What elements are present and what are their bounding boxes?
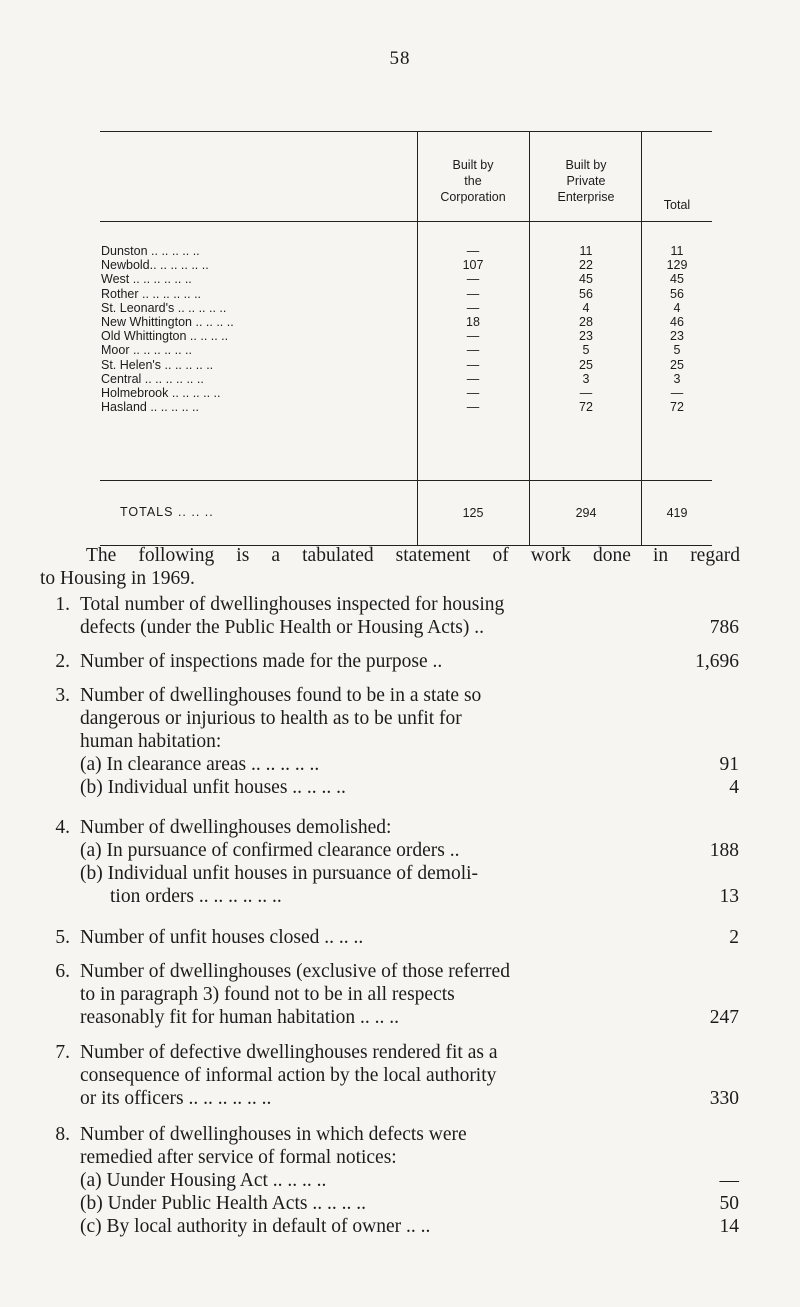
private-cell: 72 bbox=[579, 400, 593, 415]
item-value: 247 bbox=[709, 1007, 739, 1028]
district-cell: St. Leonard's .. .. .. .. .. bbox=[101, 300, 227, 315]
item-text bbox=[80, 816, 640, 908]
total-cell: — bbox=[670, 385, 684, 400]
private-cell: 56 bbox=[579, 286, 593, 301]
table-row bbox=[100, 400, 712, 414]
item-number: 5. bbox=[55, 927, 70, 948]
totals-row bbox=[100, 481, 712, 545]
item-line: dangerous or injurious to health as to be unfit for bbox=[80, 708, 462, 729]
item-value: 13 bbox=[719, 886, 739, 907]
item-line: human habitation: bbox=[80, 731, 222, 752]
private-cell: — bbox=[579, 385, 593, 400]
intro-line: to Housing in 1969. bbox=[40, 568, 195, 589]
item-7 bbox=[40, 1041, 739, 1113]
corporation-cell: — bbox=[466, 400, 480, 415]
item-value: 91 bbox=[719, 754, 739, 775]
totals-label: TOTALS .. .. .. bbox=[120, 505, 214, 519]
item-6 bbox=[40, 960, 739, 1032]
total-cell: 5 bbox=[673, 343, 681, 358]
item-text bbox=[80, 650, 640, 673]
item-number: 6. bbox=[55, 961, 70, 982]
total-cell: 4 bbox=[673, 300, 681, 315]
private-cell: 4 bbox=[582, 300, 590, 315]
header-text: Private bbox=[566, 174, 606, 188]
table-header bbox=[100, 132, 712, 222]
item-text bbox=[80, 1123, 640, 1238]
table-body bbox=[100, 222, 712, 481]
item-number: 4. bbox=[55, 817, 70, 838]
intro-paragraph bbox=[40, 544, 740, 590]
header-text: Built by bbox=[452, 158, 494, 172]
item-line: reasonably fit for human habitation .. .. .. bbox=[80, 1007, 399, 1028]
district-cell: West .. .. .. .. .. .. bbox=[101, 272, 192, 287]
sub-item: tion orders .. .. .. .. .. .. bbox=[110, 886, 282, 907]
item-text bbox=[80, 593, 640, 639]
total-cell: 23 bbox=[670, 329, 684, 344]
table-row bbox=[100, 301, 712, 315]
item-value: 1,696 bbox=[695, 651, 739, 672]
item-3 bbox=[40, 684, 739, 804]
item-8 bbox=[40, 1123, 739, 1243]
sub-item: (a) Uunder Housing Act .. .. .. .. bbox=[80, 1170, 327, 1191]
item-number: 1. bbox=[55, 594, 70, 615]
item-line: remedied after service of formal notices: bbox=[80, 1147, 397, 1168]
item-text bbox=[80, 960, 640, 1029]
table-row bbox=[100, 244, 712, 258]
corporation-cell: 107 bbox=[462, 258, 484, 273]
total-cell: 72 bbox=[670, 400, 684, 415]
intro-line: The following is a tabulated statement of work done in regard bbox=[86, 545, 740, 566]
private-cell: 25 bbox=[579, 357, 593, 372]
corporation-cell: — bbox=[466, 343, 480, 358]
item-text bbox=[80, 684, 640, 799]
district-cell: Hasland .. .. .. .. .. bbox=[101, 400, 199, 415]
item-number: 8. bbox=[55, 1124, 70, 1145]
item-line: Number of inspections made for the purpose .. bbox=[80, 651, 443, 672]
corporation-cell: — bbox=[466, 272, 480, 287]
item-1 bbox=[40, 593, 739, 643]
item-line: to in paragraph 3) found not to be in all respects bbox=[80, 984, 455, 1005]
table-row bbox=[100, 358, 712, 372]
corporation-cell: — bbox=[466, 357, 480, 372]
sub-item: (b) Under Public Health Acts .. .. .. .. bbox=[80, 1193, 366, 1214]
item-value: 4 bbox=[729, 777, 739, 798]
private-cell: 22 bbox=[579, 258, 593, 273]
totals-corporation: 125 bbox=[462, 506, 484, 520]
item-line: Number of dwellinghouses found to be in a state so bbox=[80, 685, 482, 706]
item-text bbox=[80, 926, 640, 949]
corporation-cell: — bbox=[466, 244, 480, 258]
total-cell: 46 bbox=[670, 314, 684, 329]
item-line: Number of dwellinghouses demolished: bbox=[80, 817, 392, 838]
total-cell: 11 bbox=[670, 244, 684, 258]
header-text: the bbox=[464, 174, 482, 188]
sub-item: (c) By local authority in default of owner .. .. bbox=[80, 1216, 431, 1237]
item-line: Number of defective dwellinghouses rendered fit as a bbox=[80, 1042, 498, 1063]
item-5 bbox=[40, 926, 739, 950]
private-cell: 3 bbox=[582, 371, 590, 386]
private-cell: 11 bbox=[579, 244, 593, 258]
item-value: 330 bbox=[709, 1088, 739, 1109]
sub-item: (a) In pursuance of confirmed clearance orders .. bbox=[80, 840, 460, 861]
header-text: Total bbox=[663, 198, 691, 212]
item-value: 14 bbox=[719, 1216, 739, 1237]
sub-item: (a) In clearance areas .. .. .. .. .. bbox=[80, 754, 320, 775]
corporation-cell: 18 bbox=[466, 314, 480, 329]
totals-private: 294 bbox=[575, 506, 597, 520]
page-number: 58 bbox=[389, 48, 411, 69]
item-4 bbox=[40, 816, 739, 916]
total-cell: 56 bbox=[670, 286, 684, 301]
item-value: 786 bbox=[709, 617, 739, 638]
total-cell: 25 bbox=[670, 357, 684, 372]
district-cell: Old Whittington .. .. .. .. bbox=[101, 329, 229, 344]
district-cell: St. Helen's .. .. .. .. .. bbox=[101, 357, 214, 372]
header-private bbox=[530, 157, 642, 213]
private-cell: 5 bbox=[582, 343, 590, 358]
item-line: Number of dwellinghouses (exclusive of those referred bbox=[80, 961, 510, 982]
header-total bbox=[642, 197, 712, 213]
totals-total: 419 bbox=[666, 506, 688, 520]
table-row bbox=[100, 287, 712, 301]
table-row bbox=[100, 329, 712, 343]
total-cell: 45 bbox=[670, 272, 684, 287]
corporation-cell: — bbox=[466, 286, 480, 301]
corporation-cell: — bbox=[466, 371, 480, 386]
table-row bbox=[100, 386, 712, 400]
item-value: 50 bbox=[719, 1193, 739, 1214]
total-cell: 129 bbox=[666, 258, 688, 273]
sub-item: (b) Individual unfit houses .. .. .. .. bbox=[80, 777, 346, 798]
item-line: or its officers .. .. .. .. .. .. bbox=[80, 1088, 272, 1109]
item-line: Number of unfit houses closed .. .. .. bbox=[80, 927, 364, 948]
sub-item: (b) Individual unfit houses in pursuance of demoli- bbox=[80, 863, 479, 884]
housing-table bbox=[100, 131, 712, 546]
item-line: Number of dwellinghouses in which defects were bbox=[80, 1124, 467, 1145]
table-row bbox=[100, 258, 712, 272]
table-row bbox=[100, 272, 712, 286]
district-cell: Rother .. .. .. .. .. .. bbox=[101, 286, 202, 301]
item-line: Total number of dwellinghouses inspected for housing bbox=[80, 594, 505, 615]
district-cell: Moor .. .. .. .. .. .. bbox=[101, 343, 192, 358]
item-line: consequence of informal action by the local authority bbox=[80, 1065, 497, 1086]
item-value: 188 bbox=[709, 840, 739, 861]
district-cell: Holmebrook .. .. .. .. .. bbox=[101, 385, 221, 400]
item-number: 2. bbox=[55, 651, 70, 672]
header-text: Corporation bbox=[440, 190, 506, 204]
private-cell: 23 bbox=[579, 329, 593, 344]
item-number: 7. bbox=[55, 1042, 70, 1063]
header-corporation bbox=[417, 157, 529, 213]
item-line: defects (under the Public Health or Housing Acts) .. bbox=[80, 617, 484, 638]
district-cell: New Whittington .. .. .. .. bbox=[101, 314, 234, 329]
district-cell: Central .. .. .. .. .. .. bbox=[101, 371, 204, 386]
district-cell: Dunston .. .. .. .. .. bbox=[101, 244, 200, 258]
total-cell: 3 bbox=[673, 371, 681, 386]
header-text: Enterprise bbox=[557, 190, 615, 204]
item-number: 3. bbox=[55, 685, 70, 706]
private-cell: 28 bbox=[579, 314, 593, 329]
table-row bbox=[100, 372, 712, 386]
district-cell: Newbold.. .. .. .. .. .. bbox=[101, 258, 209, 273]
corporation-cell: — bbox=[466, 300, 480, 315]
header-text: Built by bbox=[565, 158, 607, 172]
item-2 bbox=[40, 650, 739, 674]
item-value: 2 bbox=[729, 927, 739, 948]
table-row bbox=[100, 343, 712, 357]
private-cell: 45 bbox=[579, 272, 593, 287]
item-value: — bbox=[719, 1170, 739, 1191]
item-text bbox=[80, 1041, 640, 1110]
corporation-cell: — bbox=[466, 385, 480, 400]
corporation-cell: — bbox=[466, 329, 480, 344]
table-row bbox=[100, 315, 712, 329]
